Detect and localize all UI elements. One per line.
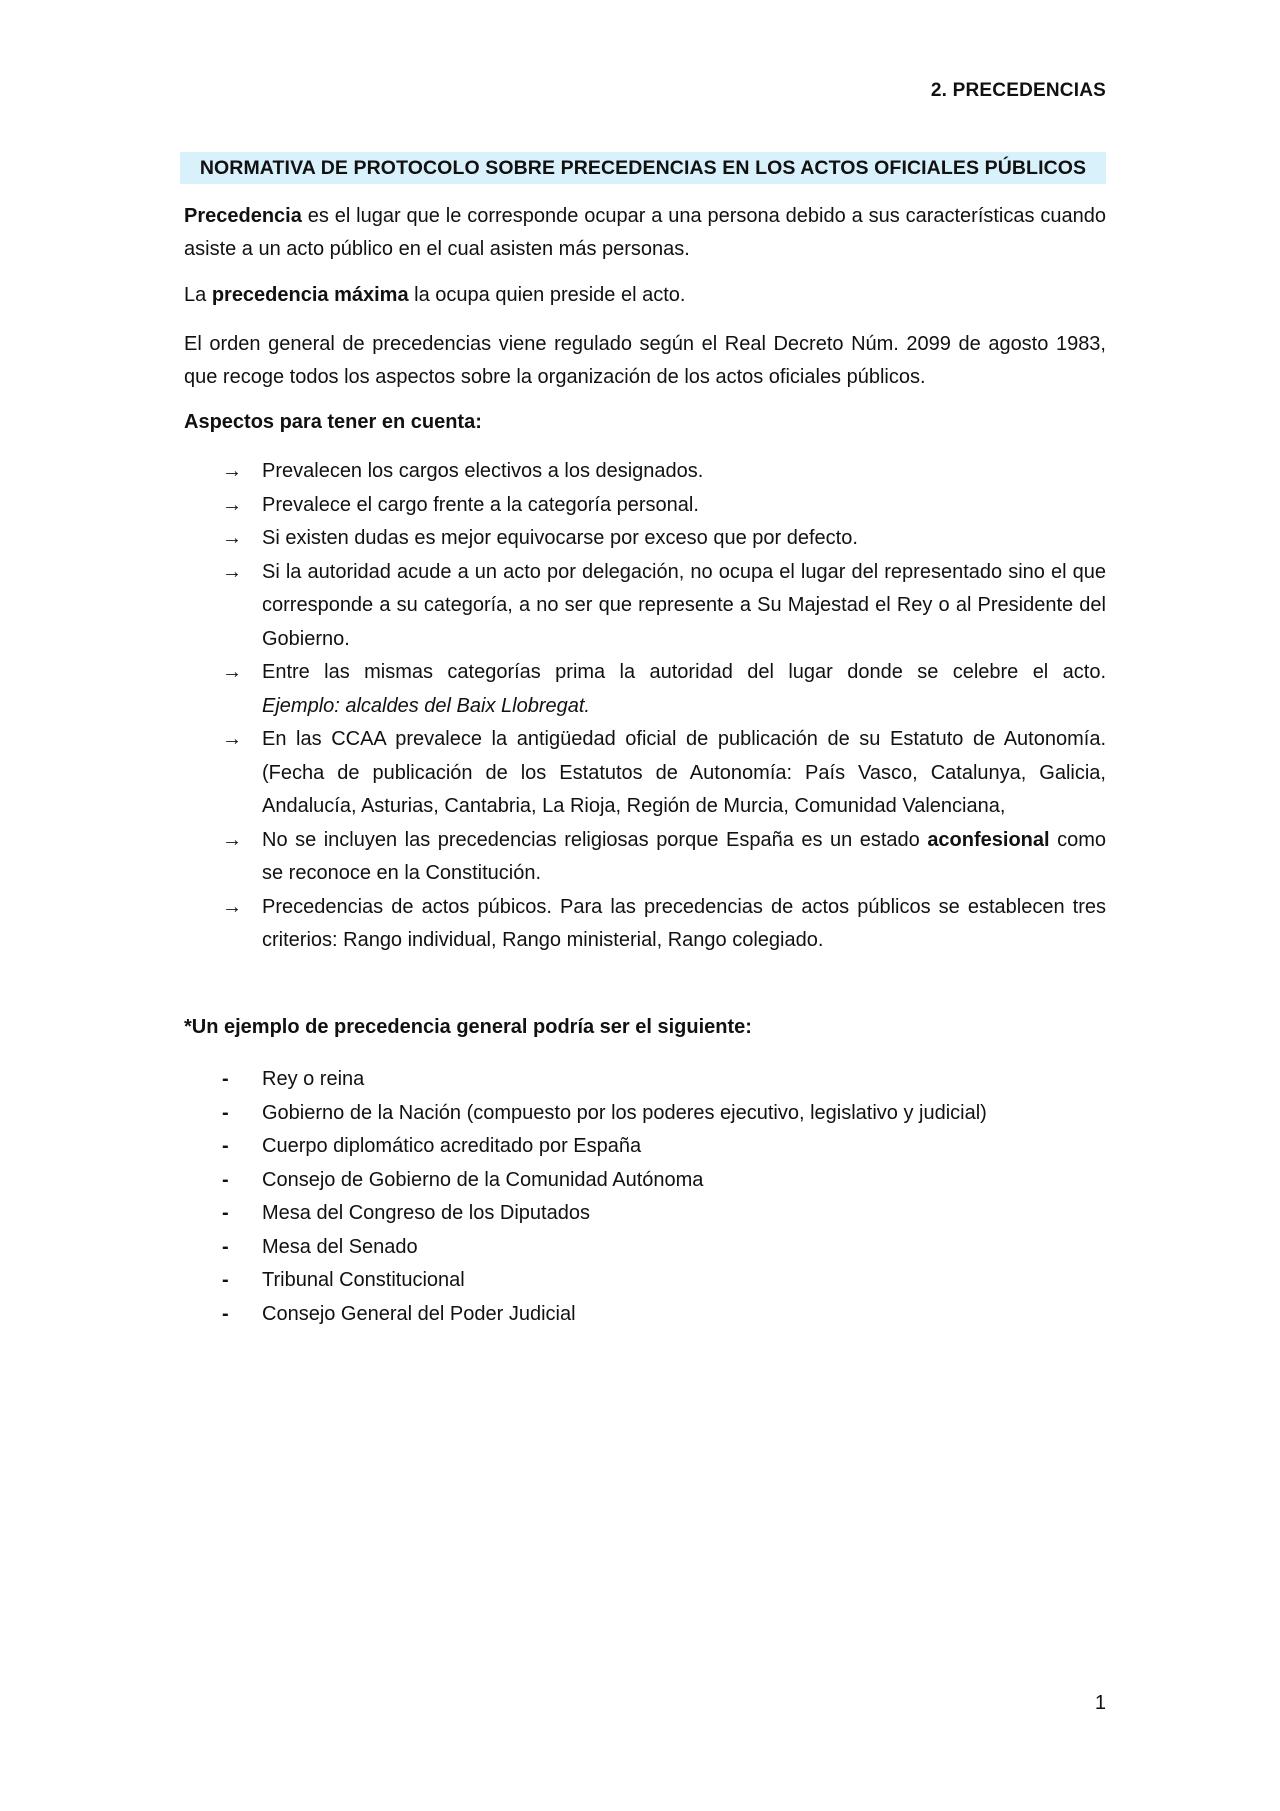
list-item-text: Cuerpo diplomático acreditado por España — [262, 1135, 642, 1157]
dash-bullet-icon: - — [222, 1302, 229, 1325]
list-item — [184, 1231, 1106, 1265]
list-item — [184, 1063, 1106, 1097]
list-item — [184, 556, 1106, 657]
list-item-text: Gobierno de la Nación (compuesto por los poderes ejecutivo, legislativo y judicial) — [262, 1101, 987, 1124]
list-item — [184, 723, 1106, 824]
arrow-right-icon: → — [222, 661, 242, 683]
dash-bullet-icon: - — [222, 1135, 229, 1157]
arrow-right-icon: → — [222, 527, 242, 549]
list-item — [184, 1130, 1106, 1164]
dash-bullet-icon: - — [222, 1168, 229, 1191]
list-item — [184, 522, 1106, 556]
list-item-text: Consejo de Gobierno de la Comunidad Autónoma — [262, 1168, 704, 1191]
list-item-text: Entre las mismas categorías prima la autoridad del lugar donde se celebre el acto. — [262, 661, 1106, 683]
list-item — [184, 1298, 1106, 1332]
list-item — [184, 656, 1106, 723]
list-item — [184, 1164, 1106, 1198]
definition-text: es el lugar que le corresponde ocupar a una persona debido a sus características cuando asiste a un acto público en el cual asisten más personas. — [184, 205, 1106, 260]
list-item-text: Tribunal Constitucional — [262, 1269, 465, 1291]
list-item-text: Si la autoridad acude a un acto por delegación, no ocupa el lugar del representado sino el que corresponde a su categoría, a no ser que represente a Su Majestad el Rey o al Presidente del Gobierno. — [262, 560, 1106, 650]
term-aconfesional: aconfesional — [927, 828, 1050, 851]
dash-bullet-icon: - — [222, 1202, 229, 1224]
list-item-text: En las CCAA prevalece la antigüedad oficial de publicación de su Estatuto de Autonomía. (Fecha de publicación de los Estatutos de Autonomía: País Vasco, Catalunya, Galicia, Andalucía, Asturias, Cantabria, La Rioja, Región de Murcia, Comunidad Valenciana, — [262, 728, 1106, 817]
list-item-text: Rey o reina — [262, 1068, 365, 1090]
list-item-text: No se incluyen las precedencias religiosas porque España es un estado — [262, 828, 928, 851]
list-item — [184, 455, 1106, 489]
text-preside: la ocupa quien preside el acto. — [408, 284, 686, 306]
example-list — [184, 1063, 1106, 1331]
list-item-text: Si existen dudas es mejor equivocarse por exceso que por defecto. — [262, 527, 858, 549]
list-item-text: Precedencias de actos púbicos. Para las precedencias de actos públicos se establecen tres criterios: Rango individual, Rango ministerial, Rango colegiado. — [262, 895, 1106, 951]
list-item-text: Mesa del Senado — [262, 1235, 418, 1258]
list-item — [184, 1097, 1106, 1131]
running-header: 2. PRECEDENCIAS — [930, 80, 1106, 101]
list-item — [184, 1264, 1106, 1298]
text-la: La — [184, 284, 212, 306]
example-text: Ejemplo: alcaldes del Baix Llobregat. — [262, 694, 590, 717]
aspects-list — [184, 455, 1106, 958]
dash-bullet-icon: - — [222, 1068, 229, 1090]
section-title: NORMATIVA DE PROTOCOLO SOBRE PRECEDENCIAS EN LOS ACTOS OFICIALES PÚBLICOS — [180, 152, 1106, 184]
term-precedencia-maxima: precedencia máxima — [211, 284, 409, 306]
paragraph-definition — [184, 200, 1106, 266]
term-precedencia: Precedencia — [184, 205, 302, 227]
list-item — [184, 824, 1106, 891]
list-item-text: Consejo General del Poder Judicial — [262, 1302, 576, 1325]
dash-bullet-icon: - — [222, 1101, 229, 1124]
arrow-right-icon: → — [222, 460, 242, 482]
arrow-right-icon: → — [222, 728, 242, 750]
page-number: 1 — [1094, 1692, 1106, 1714]
list-item — [184, 1197, 1106, 1231]
document-page — [184, 0, 1106, 1811]
paragraph-precedencia-maxima — [184, 279, 1106, 312]
list-item — [184, 891, 1106, 958]
arrow-right-icon: → — [222, 895, 242, 918]
aspects-heading: Aspectos para tener en cuenta: — [184, 411, 482, 433]
dash-bullet-icon: - — [222, 1269, 229, 1291]
example-heading: *Un ejemplo de precedencia general podría ser el siguiente: — [184, 1016, 752, 1038]
list-item-text: Mesa del Congreso de los Diputados — [262, 1202, 590, 1224]
arrow-right-icon: → — [222, 560, 242, 583]
list-item-text: Prevalece el cargo frente a la categoría personal. — [262, 493, 699, 516]
list-item — [184, 489, 1106, 523]
paragraph-real-decreto: El orden general de precedencias viene regulado según el Real Decreto Núm. 2099 de agosto 1983, que recoge todos los aspectos sobre la organización de los actos oficiales públicos. — [184, 333, 1106, 388]
list-item-text: como se reconoce en la Constitución. — [262, 828, 1107, 884]
arrow-right-icon: → — [222, 493, 242, 516]
list-item-text: Prevalecen los cargos electivos a los designados. — [262, 460, 704, 482]
arrow-right-icon: → — [222, 828, 242, 851]
dash-bullet-icon: - — [222, 1235, 229, 1258]
